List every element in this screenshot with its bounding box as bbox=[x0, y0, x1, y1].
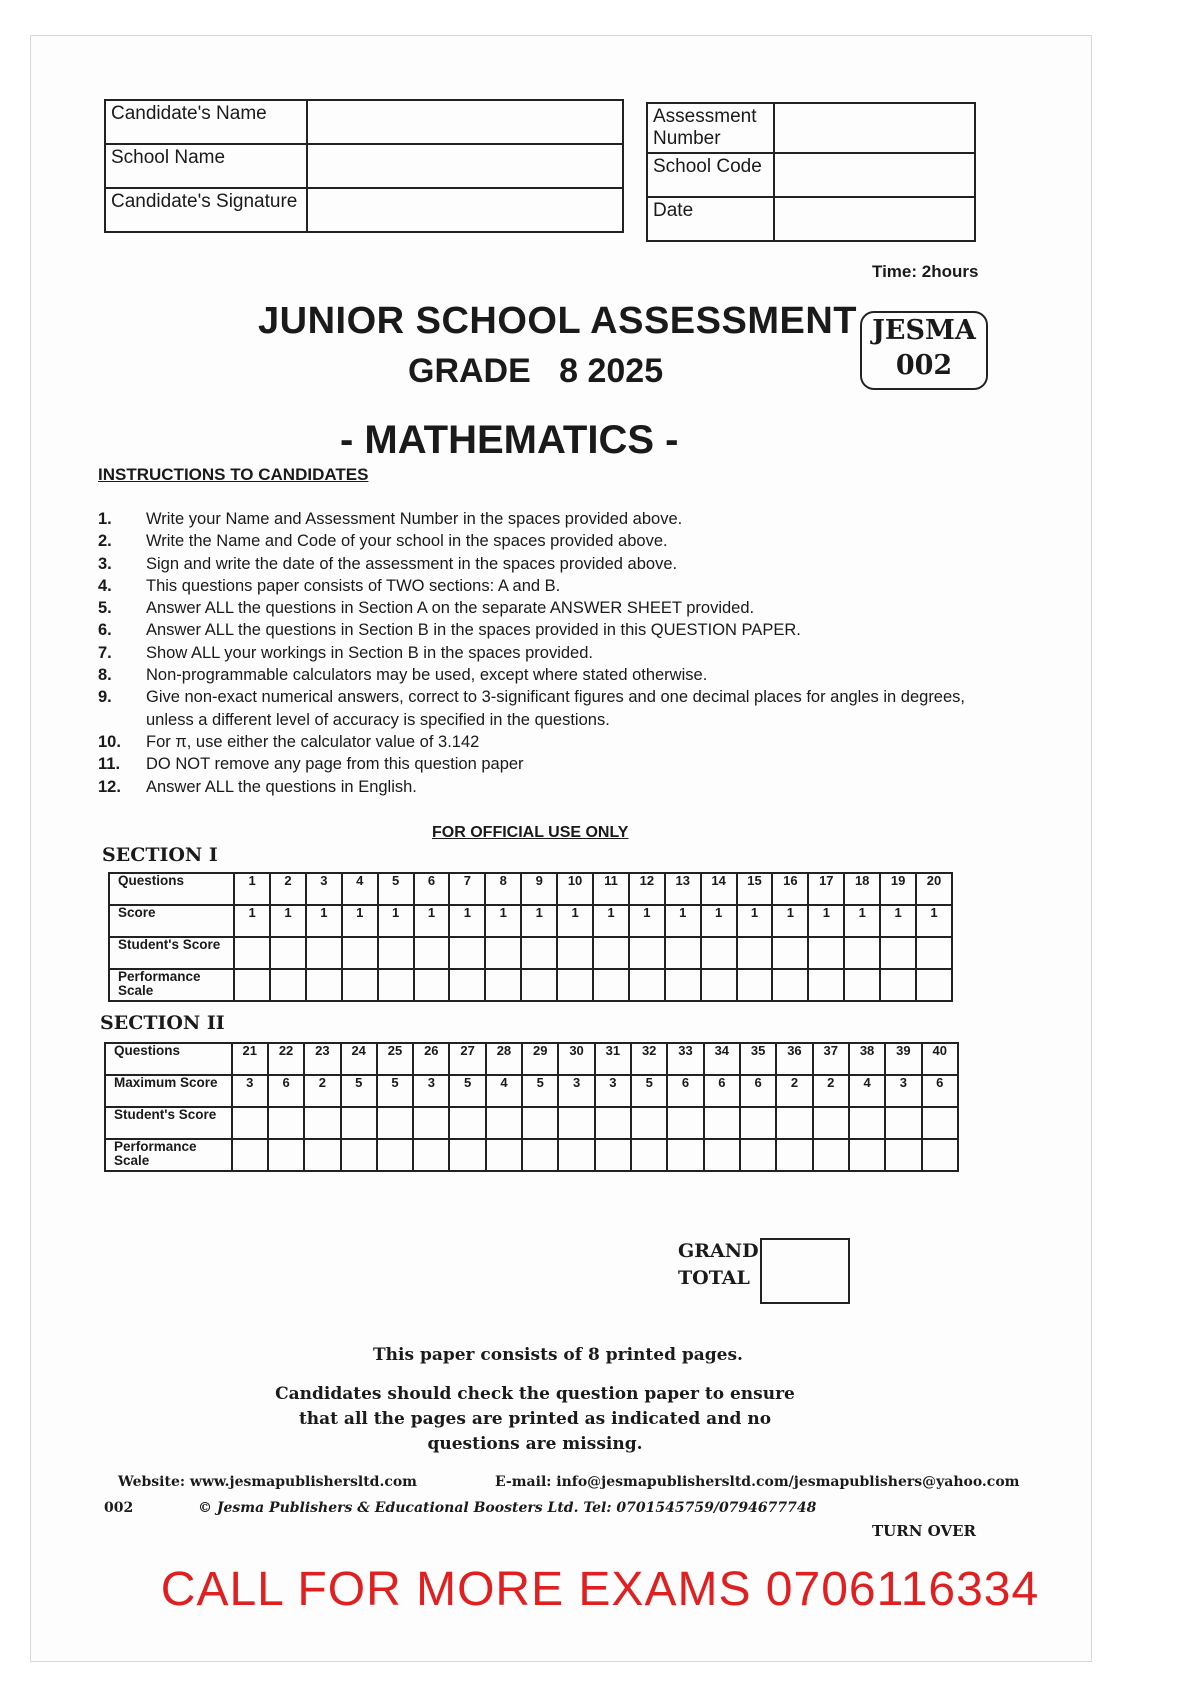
max-score-cell: 4 bbox=[486, 1075, 522, 1107]
instruction-number: 10. bbox=[98, 732, 121, 751]
performance-scale-cell[interactable] bbox=[776, 1139, 812, 1171]
question-number-cell: 9 bbox=[521, 873, 557, 905]
max-score-cell: 3 bbox=[558, 1075, 594, 1107]
performance-scale-cell[interactable] bbox=[737, 969, 773, 1001]
question-number-cell: 7 bbox=[449, 873, 485, 905]
student-score-cell[interactable] bbox=[844, 937, 880, 969]
student-score-cell[interactable] bbox=[772, 937, 808, 969]
table-row bbox=[647, 197, 975, 241]
student-score-cell[interactable] bbox=[631, 1107, 667, 1139]
question-number-cell: 15 bbox=[737, 873, 773, 905]
student-score-cell[interactable] bbox=[593, 937, 629, 969]
student-score-cell[interactable] bbox=[234, 937, 270, 969]
table-row bbox=[647, 103, 975, 153]
max-score-cell: 1 bbox=[342, 905, 378, 937]
instruction-text: Give non-exact numerical answers, correct to 3-significant figures and one decimal places for angles in degrees, unless a different level of accuracy is specified in the questions. bbox=[146, 688, 965, 729]
question-number-cell: 33 bbox=[667, 1043, 703, 1075]
check-note: Candidates should check the question paper to ensure that all the pages are printed as indicated and no questions are missing. bbox=[275, 1384, 795, 1454]
row-label: Questions bbox=[109, 873, 234, 905]
student-score-cell[interactable] bbox=[629, 937, 665, 969]
student-score-cell[interactable] bbox=[737, 937, 773, 969]
website-link[interactable]: Website: www.jesmapublishersltd.com bbox=[118, 1474, 417, 1490]
performance-scale-cell[interactable] bbox=[629, 969, 665, 1001]
performance-scale-cell[interactable] bbox=[557, 969, 593, 1001]
question-number-cell: 10 bbox=[557, 873, 593, 905]
max-score-cell: 3 bbox=[885, 1075, 921, 1107]
max-score-cell: 1 bbox=[772, 905, 808, 937]
performance-scale-cell[interactable] bbox=[304, 1139, 340, 1171]
question-number-cell: 3 bbox=[306, 873, 342, 905]
turn-over-label: TURN OVER bbox=[872, 1522, 976, 1540]
question-number-cell: 25 bbox=[377, 1043, 413, 1075]
instruction-number: 4. bbox=[98, 576, 112, 595]
table-row bbox=[647, 153, 975, 197]
instruction-item bbox=[98, 731, 978, 753]
instruction-number: 12. bbox=[98, 777, 121, 796]
student-score-cell[interactable] bbox=[665, 937, 701, 969]
performance-scale-cell[interactable] bbox=[885, 1139, 921, 1171]
student-score-cell[interactable] bbox=[414, 937, 450, 969]
max-score-cell: 5 bbox=[522, 1075, 558, 1107]
question-number-cell: 6 bbox=[414, 873, 450, 905]
performance-scale-cell[interactable] bbox=[521, 969, 557, 1001]
max-score-cell: 6 bbox=[740, 1075, 776, 1107]
question-number-cell: 16 bbox=[772, 873, 808, 905]
instruction-number: 2. bbox=[98, 532, 112, 551]
student-score-cell[interactable] bbox=[486, 1107, 522, 1139]
student-score-cell[interactable] bbox=[378, 937, 414, 969]
question-number-cell: 35 bbox=[740, 1043, 776, 1075]
max-score-cell: 3 bbox=[413, 1075, 449, 1107]
student-score-cell[interactable] bbox=[849, 1107, 885, 1139]
question-number-cell: 12 bbox=[629, 873, 665, 905]
assessment-number-field[interactable] bbox=[774, 103, 975, 153]
max-score-cell: 1 bbox=[629, 905, 665, 937]
instruction-text: Answer ALL the questions in English. bbox=[146, 777, 417, 796]
max-score-cell: 5 bbox=[341, 1075, 377, 1107]
question-number-cell: 40 bbox=[922, 1043, 958, 1075]
table-row bbox=[105, 1139, 958, 1171]
student-score-cell[interactable] bbox=[808, 937, 844, 969]
student-score-cell[interactable] bbox=[667, 1107, 703, 1139]
performance-scale-cell[interactable] bbox=[378, 969, 414, 1001]
grand-total-label: GRAND TOTAL bbox=[678, 1240, 759, 1289]
paper-code-badge bbox=[860, 311, 988, 390]
performance-scale-cell[interactable] bbox=[449, 1139, 485, 1171]
section-1-score-table bbox=[108, 872, 953, 1002]
question-number-cell: 24 bbox=[341, 1043, 377, 1075]
subject-title: - MATHEMATICS - bbox=[340, 418, 679, 462]
max-score-cell: 1 bbox=[449, 905, 485, 937]
max-score-cell: 3 bbox=[595, 1075, 631, 1107]
section-2-title: SECTION II bbox=[100, 1012, 225, 1034]
student-score-cell[interactable] bbox=[449, 1107, 485, 1139]
performance-scale-cell[interactable] bbox=[558, 1139, 594, 1171]
table-row bbox=[105, 1107, 958, 1139]
max-score-cell: 1 bbox=[808, 905, 844, 937]
performance-scale-cell[interactable] bbox=[772, 969, 808, 1001]
assessment-details-table bbox=[646, 102, 976, 242]
instruction-item bbox=[98, 508, 978, 530]
question-number-cell: 14 bbox=[701, 873, 737, 905]
max-score-cell: 1 bbox=[521, 905, 557, 937]
instruction-item bbox=[98, 597, 978, 619]
performance-scale-cell[interactable] bbox=[522, 1139, 558, 1171]
question-number-cell: 36 bbox=[776, 1043, 812, 1075]
performance-scale-cell[interactable] bbox=[701, 969, 737, 1001]
performance-scale-cell[interactable] bbox=[916, 969, 952, 1001]
performance-scale-cell[interactable] bbox=[593, 969, 629, 1001]
table-row bbox=[109, 905, 952, 937]
field-label: Candidate's Name bbox=[105, 100, 307, 144]
instruction-text: Sign and write the date of the assessment in the spaces provided above. bbox=[146, 554, 678, 573]
time-allowed: Time: 2hours bbox=[872, 262, 979, 281]
question-number-cell: 1 bbox=[234, 873, 270, 905]
max-score-cell: 1 bbox=[916, 905, 952, 937]
max-score-cell: 6 bbox=[922, 1075, 958, 1107]
question-number-cell: 11 bbox=[593, 873, 629, 905]
student-score-cell[interactable] bbox=[557, 937, 593, 969]
performance-scale-cell[interactable] bbox=[234, 969, 270, 1001]
question-number-cell: 30 bbox=[558, 1043, 594, 1075]
instruction-number: 7. bbox=[98, 643, 112, 662]
instructions-heading: INSTRUCTIONS TO CANDIDATES bbox=[98, 465, 369, 484]
question-number-cell: 21 bbox=[232, 1043, 268, 1075]
performance-scale-cell[interactable] bbox=[485, 969, 521, 1001]
instruction-text: For π, use either the calculator value of 3.142 bbox=[146, 732, 480, 751]
instruction-number: 11. bbox=[98, 755, 121, 774]
student-score-cell[interactable] bbox=[595, 1107, 631, 1139]
max-score-cell: 1 bbox=[485, 905, 521, 937]
student-score-cell[interactable] bbox=[232, 1107, 268, 1139]
grand-total-box[interactable] bbox=[760, 1238, 850, 1304]
badge-code: 002 bbox=[895, 350, 953, 381]
instruction-text: This questions paper consists of TWO sections: A and B. bbox=[146, 576, 561, 595]
student-score-cell[interactable] bbox=[377, 1107, 413, 1139]
student-score-cell[interactable] bbox=[485, 937, 521, 969]
performance-scale-cell[interactable] bbox=[414, 969, 450, 1001]
question-number-cell: 26 bbox=[413, 1043, 449, 1075]
instruction-item bbox=[98, 664, 978, 686]
performance-scale-cell[interactable] bbox=[844, 969, 880, 1001]
question-number-cell: 19 bbox=[880, 873, 916, 905]
max-score-cell: 1 bbox=[701, 905, 737, 937]
row-label: Performance Scale bbox=[105, 1139, 232, 1171]
candidate-details-table bbox=[104, 99, 624, 233]
performance-scale-cell[interactable] bbox=[595, 1139, 631, 1171]
instruction-text: Show ALL your workings in Section B in the spaces provided. bbox=[146, 643, 593, 662]
max-score-cell: 1 bbox=[844, 905, 880, 937]
row-label: Performance Scale bbox=[109, 969, 234, 1001]
max-score-cell: 1 bbox=[234, 905, 270, 937]
school-name-field[interactable] bbox=[307, 144, 623, 188]
question-number-cell: 2 bbox=[270, 873, 306, 905]
candidate-name-field[interactable] bbox=[307, 100, 623, 144]
max-score-cell: 6 bbox=[667, 1075, 703, 1107]
student-score-cell[interactable] bbox=[522, 1107, 558, 1139]
instruction-text: DO NOT remove any page from this question paper bbox=[146, 755, 524, 774]
max-score-cell: 1 bbox=[270, 905, 306, 937]
student-score-cell[interactable] bbox=[704, 1107, 740, 1139]
instruction-text: Write the Name and Code of your school in the spaces provided above. bbox=[146, 532, 668, 551]
performance-scale-cell[interactable] bbox=[813, 1139, 849, 1171]
performance-scale-cell[interactable] bbox=[631, 1139, 667, 1171]
max-score-cell: 1 bbox=[414, 905, 450, 937]
instruction-item bbox=[98, 575, 978, 597]
row-label: Score bbox=[109, 905, 234, 937]
performance-scale-cell[interactable] bbox=[341, 1139, 377, 1171]
badge-publisher: JESMA bbox=[872, 315, 976, 346]
performance-scale-cell[interactable] bbox=[922, 1139, 958, 1171]
max-score-cell: 1 bbox=[737, 905, 773, 937]
performance-scale-cell[interactable] bbox=[377, 1139, 413, 1171]
student-score-cell[interactable] bbox=[885, 1107, 921, 1139]
performance-scale-cell[interactable] bbox=[232, 1139, 268, 1171]
max-score-cell: 1 bbox=[880, 905, 916, 937]
max-score-cell: 2 bbox=[776, 1075, 812, 1107]
instruction-text: Write your Name and Assessment Number in the spaces provided above. bbox=[146, 510, 683, 528]
student-score-cell[interactable] bbox=[413, 1107, 449, 1139]
paper-code: 002 bbox=[104, 1500, 134, 1516]
student-score-cell[interactable] bbox=[304, 1107, 340, 1139]
max-score-cell: 3 bbox=[232, 1075, 268, 1107]
instructions-list bbox=[98, 508, 978, 798]
instruction-number: 8. bbox=[98, 666, 112, 685]
performance-scale-cell[interactable] bbox=[667, 1139, 703, 1171]
table-row bbox=[105, 100, 623, 144]
question-number-cell: 4 bbox=[342, 873, 378, 905]
email-link[interactable]: E-mail: info@jesmapublishersltd.com/jesmapublishers@yahoo.com bbox=[495, 1474, 1020, 1490]
max-score-cell: 2 bbox=[304, 1075, 340, 1107]
instruction-text: Answer ALL the questions in Section B in the spaces provided in this QUESTION PAPER. bbox=[146, 621, 801, 640]
signature-field[interactable] bbox=[307, 188, 623, 232]
question-number-cell: 13 bbox=[665, 873, 701, 905]
date-field[interactable] bbox=[774, 197, 975, 241]
student-score-cell[interactable] bbox=[306, 937, 342, 969]
student-score-cell[interactable] bbox=[341, 1107, 377, 1139]
instruction-item bbox=[98, 642, 978, 664]
student-score-cell[interactable] bbox=[740, 1107, 776, 1139]
max-score-cell: 2 bbox=[813, 1075, 849, 1107]
max-score-cell: 1 bbox=[593, 905, 629, 937]
row-label: Maximum Score bbox=[105, 1075, 232, 1107]
performance-scale-cell[interactable] bbox=[665, 969, 701, 1001]
question-number-cell: 37 bbox=[813, 1043, 849, 1075]
watermark-text: CALL FOR MORE EXAMS 0706116334 bbox=[160, 1563, 1040, 1616]
instruction-item bbox=[98, 553, 978, 575]
performance-scale-cell[interactable] bbox=[740, 1139, 776, 1171]
instruction-number: 5. bbox=[98, 599, 112, 618]
question-number-cell: 18 bbox=[844, 873, 880, 905]
question-number-cell: 23 bbox=[304, 1043, 340, 1075]
instruction-item bbox=[98, 776, 978, 798]
performance-scale-cell[interactable] bbox=[306, 969, 342, 1001]
performance-scale-cell[interactable] bbox=[486, 1139, 522, 1171]
instruction-number: 3. bbox=[98, 554, 112, 573]
student-score-cell[interactable] bbox=[922, 1107, 958, 1139]
table-row bbox=[105, 1043, 958, 1075]
table-row bbox=[109, 969, 952, 1001]
question-number-cell: 34 bbox=[704, 1043, 740, 1075]
instruction-item bbox=[98, 753, 978, 775]
row-label: Student's Score bbox=[109, 937, 234, 969]
performance-scale-cell[interactable] bbox=[413, 1139, 449, 1171]
student-score-cell[interactable] bbox=[880, 937, 916, 969]
student-score-cell[interactable] bbox=[558, 1107, 594, 1139]
performance-scale-cell[interactable] bbox=[849, 1139, 885, 1171]
performance-scale-cell[interactable] bbox=[449, 969, 485, 1001]
student-score-cell[interactable] bbox=[268, 1107, 304, 1139]
row-label: Student's Score bbox=[105, 1107, 232, 1139]
student-score-cell[interactable] bbox=[813, 1107, 849, 1139]
question-number-cell: 17 bbox=[808, 873, 844, 905]
question-number-cell: 29 bbox=[522, 1043, 558, 1075]
max-score-cell: 5 bbox=[631, 1075, 667, 1107]
table-row bbox=[105, 144, 623, 188]
pages-note: This paper consists of 8 printed pages. bbox=[373, 1345, 743, 1365]
max-score-cell: 1 bbox=[665, 905, 701, 937]
max-score-cell: 5 bbox=[377, 1075, 413, 1107]
table-row bbox=[105, 1075, 958, 1107]
instruction-item bbox=[98, 619, 978, 641]
section-1-title: SECTION I bbox=[102, 844, 218, 866]
performance-scale-cell[interactable] bbox=[808, 969, 844, 1001]
performance-scale-cell[interactable] bbox=[268, 1139, 304, 1171]
max-score-cell: 1 bbox=[557, 905, 593, 937]
question-number-cell: 20 bbox=[916, 873, 952, 905]
performance-scale-cell[interactable] bbox=[880, 969, 916, 1001]
student-score-cell[interactable] bbox=[701, 937, 737, 969]
question-number-cell: 28 bbox=[486, 1043, 522, 1075]
table-row bbox=[109, 937, 952, 969]
question-number-cell: 27 bbox=[449, 1043, 485, 1075]
student-score-cell[interactable] bbox=[521, 937, 557, 969]
table-row bbox=[105, 188, 623, 232]
instruction-item bbox=[98, 686, 978, 731]
max-score-cell: 4 bbox=[849, 1075, 885, 1107]
max-score-cell: 1 bbox=[306, 905, 342, 937]
performance-scale-cell[interactable] bbox=[270, 969, 306, 1001]
table-row bbox=[109, 873, 952, 905]
student-score-cell[interactable] bbox=[270, 937, 306, 969]
question-number-cell: 32 bbox=[631, 1043, 667, 1075]
question-number-cell: 38 bbox=[849, 1043, 885, 1075]
grade-year: GRADE 8 2025 bbox=[408, 352, 664, 390]
instruction-number: 9. bbox=[98, 688, 112, 707]
row-label: Questions bbox=[105, 1043, 232, 1075]
instruction-text: Non-programmable calculators may be used, except where stated otherwise. bbox=[146, 666, 708, 685]
question-number-cell: 8 bbox=[485, 873, 521, 905]
question-number-cell: 39 bbox=[885, 1043, 921, 1075]
question-number-cell: 22 bbox=[268, 1043, 304, 1075]
instruction-text: Answer ALL the questions in Section A on the separate ANSWER SHEET provided. bbox=[146, 599, 755, 618]
official-use-label: FOR OFFICIAL USE ONLY bbox=[432, 824, 629, 841]
school-code-field[interactable] bbox=[774, 153, 975, 197]
field-label: Assessment Number bbox=[647, 103, 774, 153]
max-score-cell: 1 bbox=[378, 905, 414, 937]
max-score-cell: 6 bbox=[268, 1075, 304, 1107]
field-label: Candidate's Signature bbox=[105, 188, 307, 232]
student-score-cell[interactable] bbox=[776, 1107, 812, 1139]
field-label: School Code bbox=[647, 153, 774, 197]
instruction-number: 1. bbox=[98, 510, 112, 528]
max-score-cell: 5 bbox=[449, 1075, 485, 1107]
copyright-notice: © Jesma Publishers & Educational Boosters Ltd. Tel: 0701545759/0794677748 bbox=[198, 1500, 817, 1516]
student-score-cell[interactable] bbox=[916, 937, 952, 969]
question-number-cell: 31 bbox=[595, 1043, 631, 1075]
question-number-cell: 5 bbox=[378, 873, 414, 905]
field-label: Date bbox=[647, 197, 774, 241]
performance-scale-cell[interactable] bbox=[704, 1139, 740, 1171]
instruction-item bbox=[98, 530, 978, 552]
student-score-cell[interactable] bbox=[449, 937, 485, 969]
student-score-cell[interactable] bbox=[342, 937, 378, 969]
field-label: School Name bbox=[105, 144, 307, 188]
assessment-title: JUNIOR SCHOOL ASSESSMENT bbox=[258, 300, 857, 342]
section-2-score-table bbox=[104, 1042, 959, 1172]
instruction-number: 6. bbox=[98, 621, 112, 640]
performance-scale-cell[interactable] bbox=[342, 969, 378, 1001]
max-score-cell: 6 bbox=[704, 1075, 740, 1107]
